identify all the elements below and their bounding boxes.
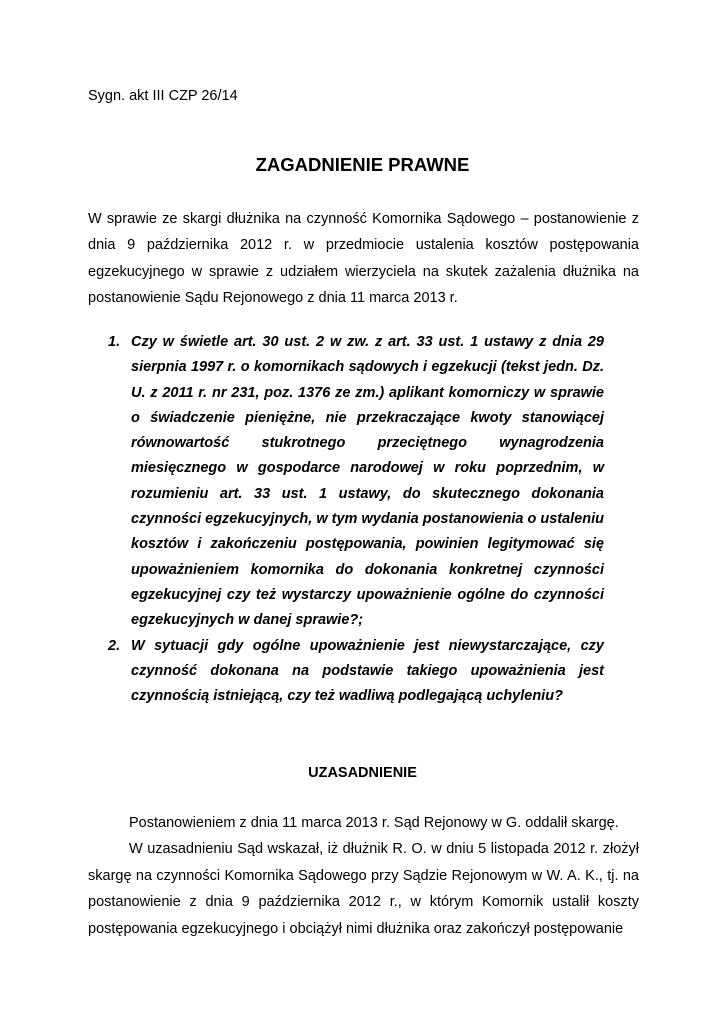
- list-item-number: 1.: [108, 334, 121, 350]
- list-item-text: Czy w świetle art. 30 ust. 2 w zw. z art. 33 ust. 1 ustawy z dnia 29 sierpnia 1997 r. o komornikach sądowych i egzekucji (tekst jedn. Dz. U. z 2011 r. nr 231, poz. 1376 ze zm.) aplikant komorniczy w sprawie o świadczenie pieniężne, nie przekraczające kwoty stanowiącej równowartość stukrotnego przeciętnego wynagrodzenia miesięcznego w gospodarce narodowej w roku poprzednim, w rozumieniu art. 33 ust. 1 ustawy, do skutecznego dokonania czynności egzekucyjnych, w tym wydania postanowienia o ustaleniu kosztów i zakończeniu postępowania, powinien legitymować się upoważnieniem komornika do dokonania konkretnej czynności egzekucyjnej czy też wystarczy upoważnienie ogólne do czynności egzekucyjnych w danej sprawie?;: [131, 334, 604, 629]
- list-item: [108, 330, 604, 634]
- intro-paragraph: W sprawie ze skargi dłużnika na czynność Komornika Sądowego – postanowienie z dnia 9 października 2012 r. w przedmiocie ustalenia kosztów postępowania egzekucyjnego w sprawie z udziałem wierzyciela na skutek zażalenia dłużnika na postanowienie Sądu Rejonowego z dnia 11 marca 2013 r.: [88, 211, 639, 306]
- page-title: ZAGADNIENIE PRAWNE: [255, 154, 470, 175]
- case-signature: Sygn. akt III CZP 26/14: [88, 88, 238, 104]
- list-item-text: W sytuacji gdy ogólne upoważnienie jest niewystarczające, czy czynność dokonana na podstawie takiego upoważnienia jest czynnością istniejącą, czy też wadliwą podlegającą uchyleniu?: [131, 637, 604, 705]
- justification-heading: UZASADNIENIE: [308, 765, 417, 781]
- legal-questions-list: [108, 330, 604, 709]
- list-item-number: 2.: [108, 637, 121, 654]
- justification-paragraph: W uzasadnieniu Sąd wskazał, iż dłużnik R. O. w dniu 5 listopada 2012 r. złożył skargę na czynności Komornika Sądowego przy Sądzie Rejonowym w W. A. K., tj. na postanowienie z dnia 9 października 2012 r., w którym Komornik ustalił koszty postępowania egzekucyjnego i obciążył nimi dłużnika oraz zakończył postępowanie: [88, 841, 639, 937]
- list-item: [108, 634, 604, 710]
- justification-paragraph: Postanowieniem z dnia 11 marca 2013 r. Sąd Rejonowy w G. oddalił skargę.: [129, 815, 619, 831]
